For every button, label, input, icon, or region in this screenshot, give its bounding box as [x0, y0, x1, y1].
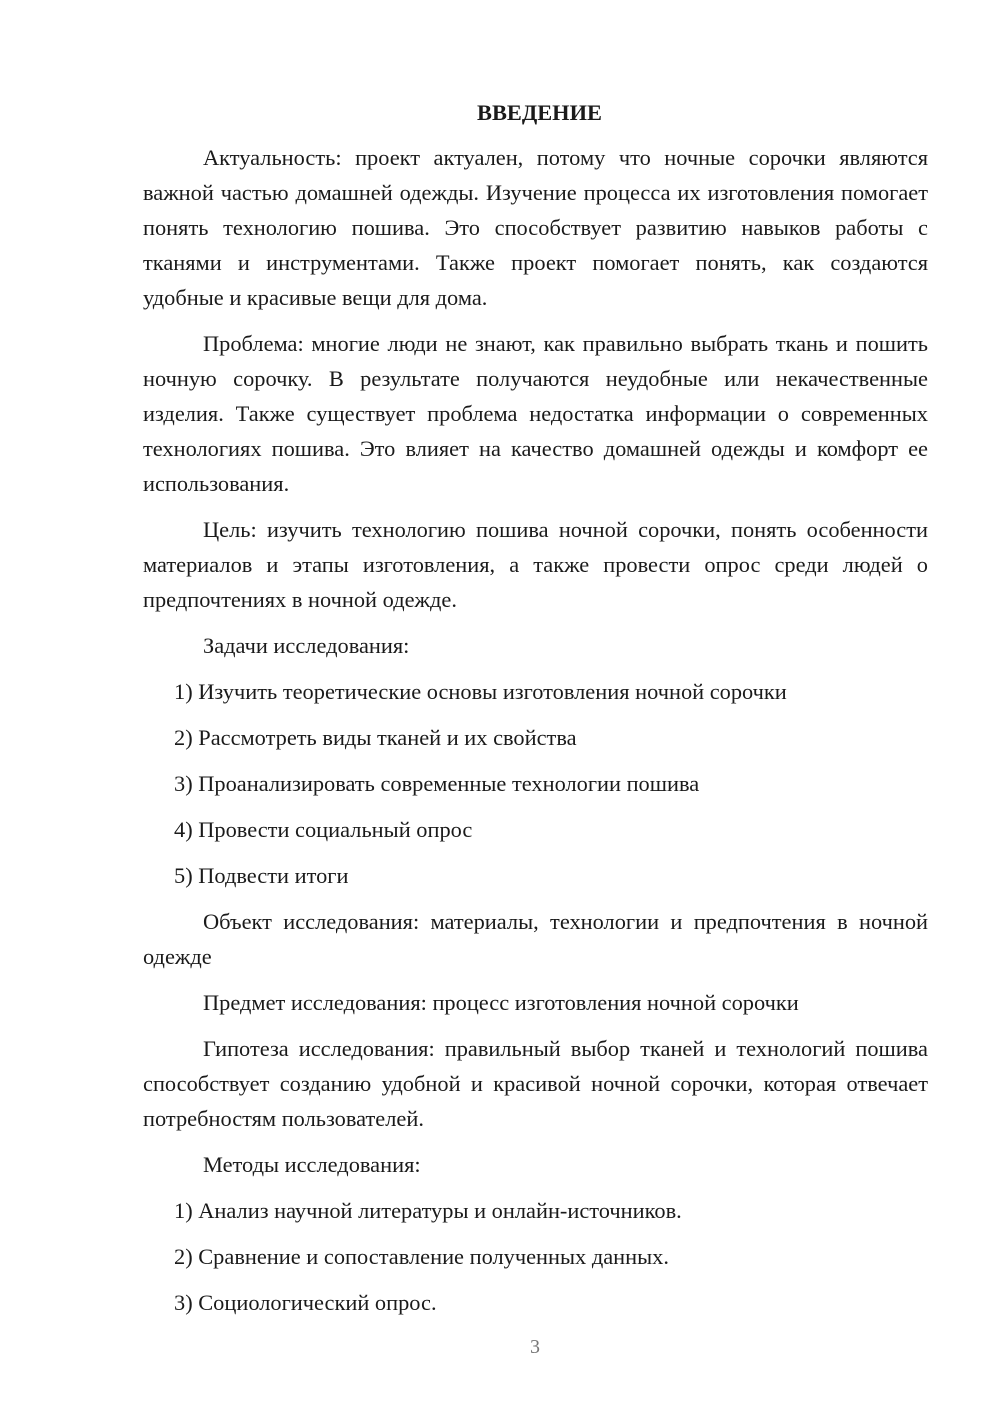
list-item: 3) Проанализировать современные технологии пошива — [174, 771, 700, 796]
relevance-paragraph: Актуальность: проект актуален, потому что ночные сорочки являются важной частью домашней одежды. Изучение процесса их изготовления помогает понять технологию пошива. Это способствует развитию навыков работы с тканями и инструментами. Также проект помогает понять, как создаются удобные и красивые вещи для дома. — [143, 145, 928, 310]
page-title: ВВЕДЕНИЕ — [477, 100, 602, 125]
page-content — [143, 95, 928, 1331]
subject-paragraph: Предмет исследования: процесс изготовления ночной сорочки — [203, 990, 799, 1015]
list-item: 5) Подвести итоги — [174, 863, 349, 888]
problem-paragraph: Проблема: многие люди не знают, как правильно выбрать ткань и пошить ночную сорочку. В результате получаются неудобные или некачественные изделия. Также существует проблема недостатка информации о современных технологиях пошива. Это влияет на качество домашней одежды и комфорт ее использования. — [143, 331, 928, 496]
list-item: 1) Изучить теоретические основы изготовления ночной сорочки — [174, 679, 787, 704]
list-item: 2) Сравнение и сопоставление полученных данных. — [174, 1244, 669, 1269]
tasks-list — [143, 674, 928, 893]
list-item: 3) Социологический опрос. — [174, 1290, 437, 1315]
list-item: 4) Провести социальный опрос — [174, 817, 473, 842]
methods-heading: Методы исследования: — [203, 1152, 421, 1177]
page-number: 3 — [530, 1336, 540, 1358]
goal-paragraph: Цель: изучить технологию пошива ночной сорочки, понять особенности материалов и этапы изготовления, а также провести опрос среди людей о предпочтениях в ночной одежде. — [143, 517, 928, 612]
list-item: 2) Рассмотреть виды тканей и их свойства — [174, 725, 577, 750]
methods-list — [143, 1193, 928, 1320]
object-paragraph: Объект исследования: материалы, технологии и предпочтения в ночной одежде — [143, 909, 928, 969]
tasks-heading: Задачи исследования: — [203, 633, 410, 658]
list-item: 1) Анализ научной литературы и онлайн-источников. — [174, 1198, 682, 1223]
hypothesis-paragraph: Гипотеза исследования: правильный выбор тканей и технологий пошива способствует созданию удобной и красивой ночной сорочки, которая отвечает потребностям пользователей. — [143, 1036, 928, 1131]
